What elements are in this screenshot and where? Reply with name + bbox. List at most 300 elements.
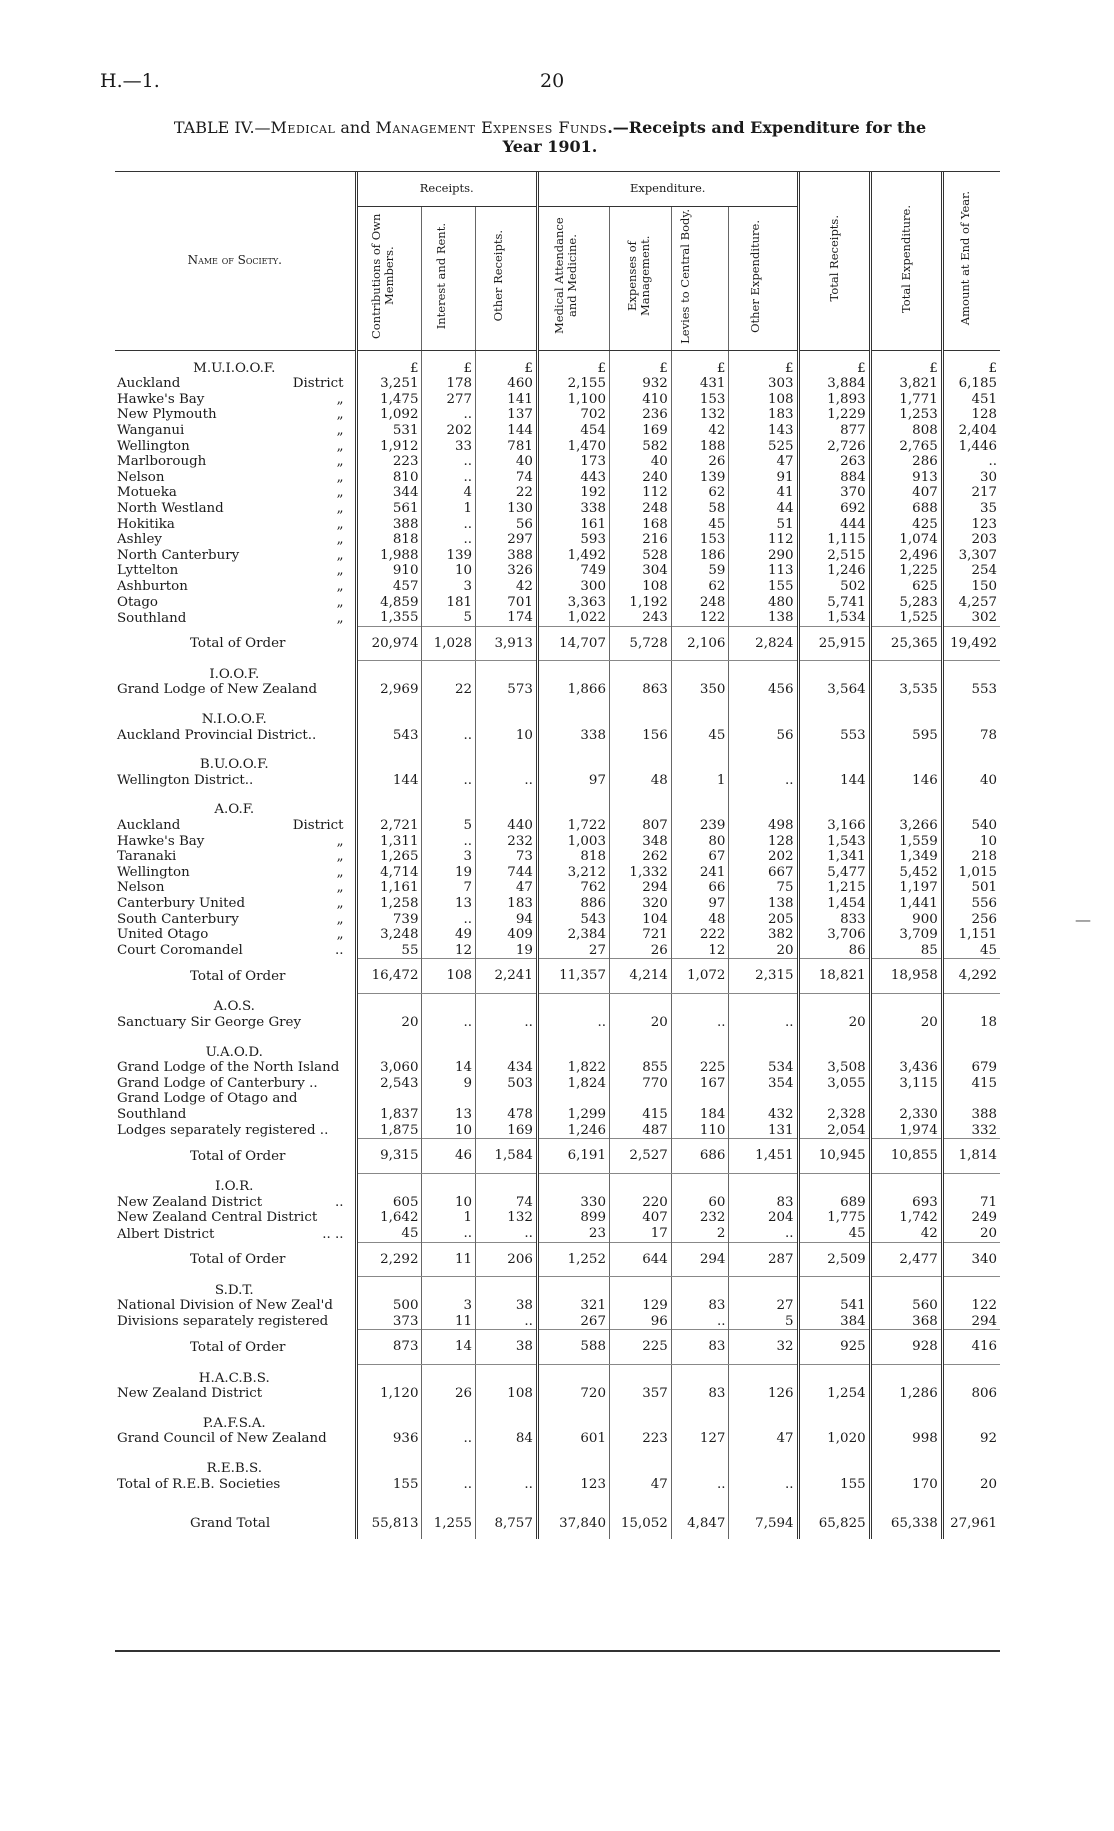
society-label: New Zealand District — [117, 1194, 263, 1210]
total-value-cell: 2,315 — [729, 959, 798, 994]
society-label: United Otago — [117, 927, 209, 943]
value-cell: 3,821 — [870, 376, 942, 392]
spacer-cell — [729, 1365, 798, 1387]
value-cell: .. — [671, 1477, 729, 1501]
society-suffix: District — [292, 817, 344, 833]
society-name: Grand Council of New Zealand — [115, 1431, 356, 1455]
spacer-cell — [356, 1039, 422, 1061]
value-cell: 10 — [979, 833, 997, 849]
value-cell: 692 — [798, 501, 870, 517]
society-name-wrap — [117, 1091, 352, 1122]
spacer-cell — [356, 751, 422, 773]
society-name-wrap — [117, 485, 352, 501]
value-cell: 42 — [870, 1226, 942, 1242]
value-cell: .. — [729, 1015, 798, 1039]
society-name-wrap — [117, 1076, 352, 1092]
value-cell: 5 — [422, 610, 476, 626]
table-row — [115, 532, 1000, 548]
value-cell: 60 — [671, 1195, 729, 1211]
total-value-cell: 2,509 — [798, 1242, 870, 1277]
spacer-cell — [537, 1277, 609, 1299]
grand-total-value-cell: 8,757 — [476, 1500, 538, 1539]
society-name — [115, 423, 356, 439]
value-cell: 2,054 — [798, 1123, 870, 1139]
spacer-cell — [729, 751, 798, 773]
spacer-cell — [422, 1410, 476, 1432]
value-cell: 749 — [537, 563, 609, 579]
society-suffix: „ — [336, 911, 344, 927]
value-cell: 407 — [609, 1210, 671, 1226]
table-row — [115, 1477, 1000, 1501]
value-cell: 27 — [729, 1298, 798, 1314]
value-cell: 9 — [422, 1076, 476, 1092]
table-row — [115, 563, 1000, 579]
value-cell: 7 — [422, 880, 476, 896]
value-cell: 216 — [609, 532, 671, 548]
society-name-wrap — [117, 1227, 352, 1243]
value-cell: 49 — [422, 927, 476, 943]
society-label: Divisions separately registered — [117, 1314, 329, 1330]
total-value-cell: 1,072 — [671, 959, 729, 994]
grand-total-value-cell: 55,813 — [356, 1500, 422, 1539]
table-row — [115, 610, 1000, 626]
value-cell: 1,893 — [798, 392, 870, 408]
total-value-cell: 14 — [422, 1330, 476, 1365]
spacer-cell — [870, 796, 942, 818]
value-cell: 75 — [729, 880, 798, 896]
society-name-wrap — [117, 912, 352, 928]
value-cell: 249 — [971, 1210, 997, 1226]
value-cell: 3 — [422, 849, 476, 865]
value-cell: 808 — [870, 423, 942, 439]
value-cell: 720 — [537, 1386, 609, 1410]
value-cell: 263 — [798, 454, 870, 470]
society-label: Taranaki — [117, 849, 177, 865]
value-cell: .. — [476, 1314, 538, 1330]
value-cell: .. — [476, 1226, 538, 1242]
spacer-cell — [729, 796, 798, 818]
table-row — [115, 485, 1000, 501]
society-name — [115, 1314, 356, 1330]
table-row — [115, 682, 1000, 706]
value-cell: .. — [422, 454, 476, 470]
value-cell: 2,328 — [798, 1091, 870, 1122]
spacer-cell — [671, 1039, 729, 1061]
value-cell: 144 — [798, 773, 870, 797]
spacer-cell — [476, 1455, 538, 1477]
spacer-cell — [942, 751, 1000, 773]
society-suffix: .. — [335, 943, 344, 959]
value-cell: 368 — [870, 1314, 942, 1330]
value-cell: 83 — [671, 1386, 729, 1410]
value-cell: 137 — [476, 407, 538, 423]
spacer-cell — [870, 1455, 942, 1477]
value-cell: 863 — [609, 682, 671, 706]
value-cell: 20 — [979, 1476, 997, 1492]
value-cell: 688 — [870, 501, 942, 517]
grand-total-label: Grand Total — [115, 1500, 356, 1539]
value-cell: 502 — [798, 579, 870, 595]
value-cell: 44 — [729, 501, 798, 517]
order-heading-row — [115, 796, 1000, 818]
value-cell: 877 — [798, 423, 870, 439]
table-row — [115, 927, 1000, 943]
value-cell: 1,225 — [870, 563, 942, 579]
value-cell: 169 — [609, 423, 671, 439]
table-row — [115, 818, 1000, 834]
value-cell: 10 — [422, 1123, 476, 1139]
value-cell: 2,496 — [870, 548, 942, 564]
value-cell: 223 — [609, 1431, 671, 1455]
value-cell: 42 — [476, 579, 538, 595]
value-cell: 1,441 — [870, 896, 942, 912]
table-bottom-rule — [115, 1650, 1000, 1652]
value-cell: 1,974 — [870, 1123, 942, 1139]
value-cell: 440 — [476, 818, 538, 834]
society-name-wrap — [117, 1314, 352, 1330]
value-cell: 86 — [798, 943, 870, 959]
value-cell: 540 — [971, 817, 997, 833]
table-row — [115, 376, 1000, 392]
value-cell: 431 — [671, 376, 729, 392]
society-name-wrap — [117, 579, 352, 595]
total-value-cell: 14,707 — [537, 626, 609, 661]
value-cell: 12 — [422, 943, 476, 959]
table-row — [115, 834, 1000, 850]
table-body — [115, 350, 1000, 1539]
spacer-cell — [671, 751, 729, 773]
title-year: Year 1901. — [502, 137, 598, 156]
currency-symbol: £ — [729, 350, 798, 376]
currency-symbol: £ — [870, 350, 942, 376]
total-row — [115, 626, 1000, 661]
value-cell: 183 — [729, 407, 798, 423]
value-cell: 108 — [609, 579, 671, 595]
value-cell: 108 — [729, 392, 798, 408]
society-suffix: .. .. — [322, 1226, 344, 1242]
value-cell: .. — [671, 1314, 729, 1330]
spacer-cell — [942, 1455, 1000, 1477]
value-cell: 40 — [979, 772, 997, 788]
society-suffix: „ — [336, 563, 344, 579]
table-row — [115, 1091, 1000, 1122]
society-suffix: „ — [336, 500, 344, 516]
value-cell: 267 — [537, 1314, 609, 1330]
value-cell: 2,384 — [537, 927, 609, 943]
value-cell: 91 — [729, 470, 798, 486]
society-suffix: „ — [336, 532, 344, 548]
value-cell: 910 — [356, 563, 422, 579]
value-cell: 84 — [476, 1431, 538, 1455]
spacer-cell — [476, 1365, 538, 1387]
total-value-cell: 6,191 — [537, 1139, 609, 1174]
total-value-cell: 10,855 — [870, 1139, 942, 1174]
value-cell: 451 — [971, 391, 997, 407]
society-suffix: „ — [336, 547, 344, 563]
column-header-contributions: Contributions of Own Members. — [356, 207, 422, 351]
value-cell: 3,307 — [958, 547, 997, 563]
spacer-cell — [609, 1365, 671, 1387]
spacer-cell — [476, 1410, 538, 1432]
society-label: Hokitika — [117, 516, 175, 532]
total-value-cell: 2,824 — [729, 626, 798, 661]
spacer-cell — [870, 1039, 942, 1061]
society-name-wrap — [117, 611, 352, 627]
value-cell: .. — [476, 1477, 538, 1501]
total-label: Total of Order — [115, 626, 356, 661]
spacer-cell — [942, 993, 1000, 1015]
value-cell: 62 — [671, 579, 729, 595]
value-cell: 344 — [356, 485, 422, 501]
value-cell: 1,265 — [356, 849, 422, 865]
value-cell: 3,535 — [870, 682, 942, 706]
value-cell: .. — [422, 1015, 476, 1039]
society-label: Auckland — [117, 376, 181, 392]
total-value-cell: 9,315 — [356, 1139, 422, 1174]
value-cell: 884 — [798, 470, 870, 486]
total-value-cell: 108 — [422, 959, 476, 994]
society-suffix — [344, 1091, 352, 1122]
society-name — [115, 610, 356, 626]
spacer-cell — [942, 1039, 1000, 1061]
value-cell: 22 — [476, 485, 538, 501]
value-cell: 10 — [422, 1195, 476, 1211]
value-cell: 886 — [537, 896, 609, 912]
value-cell: 94 — [476, 912, 538, 928]
value-cell: 1,020 — [798, 1431, 870, 1455]
total-value-cell: 32 — [729, 1330, 798, 1365]
value-cell: .. — [422, 517, 476, 533]
value-cell: 205 — [729, 912, 798, 928]
spacer-cell — [671, 1455, 729, 1477]
value-cell: 30 — [979, 469, 997, 485]
value-cell: 501 — [971, 880, 997, 896]
column-header-medical: Medical Attendance and Medicine. — [537, 207, 609, 351]
value-cell: 122 — [971, 1298, 997, 1314]
grand-total-value-cell: 4,847 — [671, 1500, 729, 1539]
value-cell: 582 — [609, 439, 671, 455]
total-value-cell: 10,945 — [798, 1139, 870, 1174]
value-cell: 42 — [671, 423, 729, 439]
society-name-wrap — [117, 376, 352, 392]
order-heading-row — [115, 706, 1000, 728]
value-cell: 2,726 — [798, 439, 870, 455]
table-row — [115, 1226, 1000, 1242]
spacer-cell — [422, 661, 476, 683]
spacer-cell — [729, 1039, 798, 1061]
value-cell: 96 — [609, 1314, 671, 1330]
value-cell: 92 — [979, 1431, 997, 1447]
society-label: New Zealand Central District — [117, 1210, 318, 1226]
value-cell: .. — [476, 773, 538, 797]
table-row — [115, 439, 1000, 455]
spacer-cell — [942, 796, 1000, 818]
society-name-wrap — [117, 1298, 352, 1314]
value-cell: 1,866 — [537, 682, 609, 706]
value-cell: 130 — [476, 501, 538, 517]
society-suffix: „ — [336, 833, 344, 849]
value-cell: .. — [422, 773, 476, 797]
order-heading-row — [115, 1039, 1000, 1061]
society-label: Albert District — [117, 1226, 215, 1242]
value-cell: 47 — [476, 880, 538, 896]
value-cell: .. — [422, 1226, 476, 1242]
page-number: 20 — [540, 70, 565, 92]
value-cell: 300 — [537, 579, 609, 595]
society-name-wrap — [117, 548, 352, 564]
value-cell: 382 — [729, 927, 798, 943]
value-cell: 290 — [729, 548, 798, 564]
value-cell: 573 — [476, 682, 538, 706]
value-cell: 222 — [671, 927, 729, 943]
value-cell: 26 — [609, 943, 671, 959]
value-cell: 241 — [671, 865, 729, 881]
spacer-cell — [422, 751, 476, 773]
value-cell: 3,266 — [870, 818, 942, 834]
value-cell: 1,161 — [356, 880, 422, 896]
table-row — [115, 1431, 1000, 1455]
society-name — [115, 563, 356, 579]
value-cell: 2,721 — [356, 818, 422, 834]
value-cell: 498 — [729, 818, 798, 834]
value-cell: 35 — [979, 500, 997, 516]
total-value-cell: 686 — [671, 1139, 729, 1174]
spacer-cell — [609, 751, 671, 773]
society-name — [115, 532, 356, 548]
value-cell: 407 — [870, 485, 942, 501]
value-cell: 4,859 — [356, 595, 422, 611]
society-suffix: „ — [336, 610, 344, 626]
value-cell: 721 — [609, 927, 671, 943]
value-cell: 332 — [971, 1122, 997, 1138]
value-cell: 4 — [422, 485, 476, 501]
value-cell: 48 — [671, 912, 729, 928]
value-cell: 22 — [422, 682, 476, 706]
value-cell: 192 — [537, 485, 609, 501]
spacer-cell — [476, 796, 538, 818]
value-cell: 240 — [609, 470, 671, 486]
value-cell: 781 — [476, 439, 538, 455]
value-cell: 20 — [729, 943, 798, 959]
group-header-expenditure: Expenditure. — [537, 172, 798, 207]
value-cell: 679 — [971, 1060, 997, 1076]
spacer-cell — [476, 993, 538, 1015]
total-value-cell: 3,913 — [476, 626, 538, 661]
value-cell: 74 — [476, 1195, 538, 1211]
value-cell: 181 — [422, 595, 476, 611]
table-row — [115, 1298, 1000, 1314]
society-name-wrap — [117, 818, 352, 834]
value-cell: 818 — [537, 849, 609, 865]
society-label: Canterbury United — [117, 895, 246, 911]
value-cell: 128 — [729, 834, 798, 850]
society-name-wrap — [117, 532, 352, 548]
spacer-cell — [942, 1410, 1000, 1432]
value-cell: .. — [671, 1015, 729, 1039]
value-cell: 6,185 — [958, 376, 997, 392]
table-row — [115, 865, 1000, 881]
spacer-cell — [870, 706, 942, 728]
value-cell: 936 — [356, 1431, 422, 1455]
value-cell: 561 — [356, 501, 422, 517]
society-name — [115, 1298, 356, 1314]
society-name-wrap — [117, 517, 352, 533]
title-funds: Management Expenses Funds — [375, 118, 608, 137]
society-name-wrap — [117, 392, 352, 408]
spacer-cell — [356, 661, 422, 683]
value-cell: 20 — [870, 1015, 942, 1039]
spacer-cell — [537, 1173, 609, 1195]
value-cell: 415 — [609, 1091, 671, 1122]
value-cell: 3 — [422, 579, 476, 595]
value-cell: 531 — [356, 423, 422, 439]
value-cell: 1 — [671, 773, 729, 797]
value-cell: 500 — [356, 1298, 422, 1314]
spacer-cell — [356, 1365, 422, 1387]
spacer-cell — [729, 1455, 798, 1477]
value-cell: 232 — [671, 1210, 729, 1226]
value-cell: 1,022 — [537, 610, 609, 626]
total-value-cell: 287 — [729, 1242, 798, 1277]
value-cell: 1,822 — [537, 1060, 609, 1076]
value-cell: 456 — [729, 682, 798, 706]
spacer-cell — [671, 1173, 729, 1195]
society-name-wrap — [117, 849, 352, 865]
society-name — [115, 1226, 356, 1242]
table-row — [115, 423, 1000, 439]
spacer-cell — [476, 1277, 538, 1299]
spacer-cell — [537, 1365, 609, 1387]
society-label: New Plymouth — [117, 407, 217, 423]
order-heading: S.D.T. — [115, 1277, 356, 1299]
spacer-cell — [537, 1455, 609, 1477]
society-name — [115, 439, 356, 455]
column-header-management: Expenses of Management. — [609, 207, 671, 351]
table-row — [115, 849, 1000, 865]
value-cell: 67 — [671, 849, 729, 865]
spacer-cell — [870, 1410, 942, 1432]
value-cell: 10 — [476, 728, 538, 752]
society-name — [115, 880, 356, 896]
order-heading-row — [115, 751, 1000, 773]
value-cell: 321 — [537, 1298, 609, 1314]
society-name-wrap — [117, 865, 352, 881]
table-title — [100, 118, 1000, 156]
value-cell: 123 — [971, 516, 997, 532]
value-cell: 415 — [971, 1075, 997, 1091]
value-cell: 384 — [798, 1314, 870, 1330]
value-cell: 667 — [729, 865, 798, 881]
spacer-cell — [609, 661, 671, 683]
spacer-cell — [870, 661, 942, 683]
value-cell: 41 — [729, 485, 798, 501]
value-cell: .. — [422, 1431, 476, 1455]
value-cell: 203 — [971, 532, 997, 548]
value-cell: 45 — [671, 728, 729, 752]
value-cell: 23 — [537, 1226, 609, 1242]
value-cell: 350 — [671, 682, 729, 706]
society-label: Motueka — [117, 485, 177, 501]
total-value-cell: 416 — [942, 1330, 1000, 1365]
value-cell: 202 — [422, 423, 476, 439]
grand-total-value-cell: 7,594 — [729, 1500, 798, 1539]
society-name-wrap — [117, 1060, 352, 1076]
value-cell: 702 — [537, 407, 609, 423]
grand-total-value-cell: 15,052 — [609, 1500, 671, 1539]
society-name: New Zealand District — [115, 1386, 356, 1410]
total-row — [115, 1242, 1000, 1277]
value-cell: 19 — [476, 943, 538, 959]
